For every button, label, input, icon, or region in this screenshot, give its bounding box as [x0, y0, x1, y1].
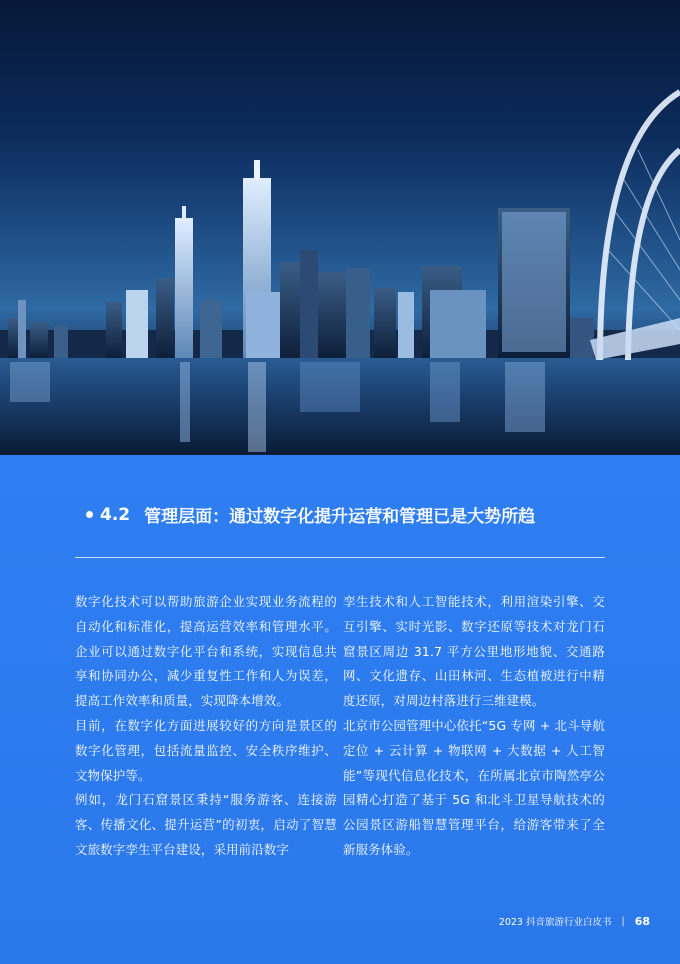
body-column-left — [75, 590, 337, 863]
footer-separator: | — [621, 915, 625, 927]
hero-photo — [0, 0, 680, 455]
page-footer — [499, 914, 650, 928]
page-number: 68 — [634, 914, 650, 928]
section-title: 管理层面：通过数字化提升运营和管理已是大势所趋 — [144, 507, 536, 527]
bullet-dot-icon — [86, 511, 93, 518]
paragraph: 目前，在数字化方面进展较好的方向是景区的数字化管理，包括流量监控、安全秩序维护、文物保护等。 — [75, 717, 337, 783]
paragraph: 数字化技术可以帮助旅游企业实现业务流程的自动化和标准化，提高运营效率和管理水平。企业可以通过数字化平台和系统，实现信息共享和协同办公，减少重复性工作和人为误差，提高工作效率和质量，实现降本增效。 — [75, 594, 337, 709]
publication-title: 2023 抖音旅游行业白皮书 — [498, 917, 612, 928]
city-skyline-image — [0, 0, 680, 455]
section-number: 4.2 — [100, 504, 131, 525]
section-divider — [75, 557, 605, 558]
section-heading — [86, 502, 535, 527]
body-column-right — [343, 590, 605, 863]
paragraph: 北京市公园管理中心依托“5G 专网 + 北斗导航定位 + 云计算 + 物联网 + 大数据 + 人工智能”等现代信息化技术，在所属北京市陶然亭公园精心打造了基于 5G 和北斗卫星导航技术的公园景区游船智慧管理平台，给游客带来了全新服务体验。 — [343, 717, 605, 857]
paragraph: 例如，龙门石窟景区秉持“服务游客、连接游客、传播文化、提升运营”的初衷，启动了智慧文旅数字孪生平台建设，采用前沿数字 — [75, 792, 337, 857]
paragraph: 孪生技术和人工智能技术，利用渲染引擎、交互引擎、实时光影、数字还原等技术对龙门石窟景区周边 31.7 平方公里地形地貌、交通路网、文化遗存、山田林河、生态植被进行中精度还原，对周边村落进行三维建模。 — [343, 594, 605, 709]
